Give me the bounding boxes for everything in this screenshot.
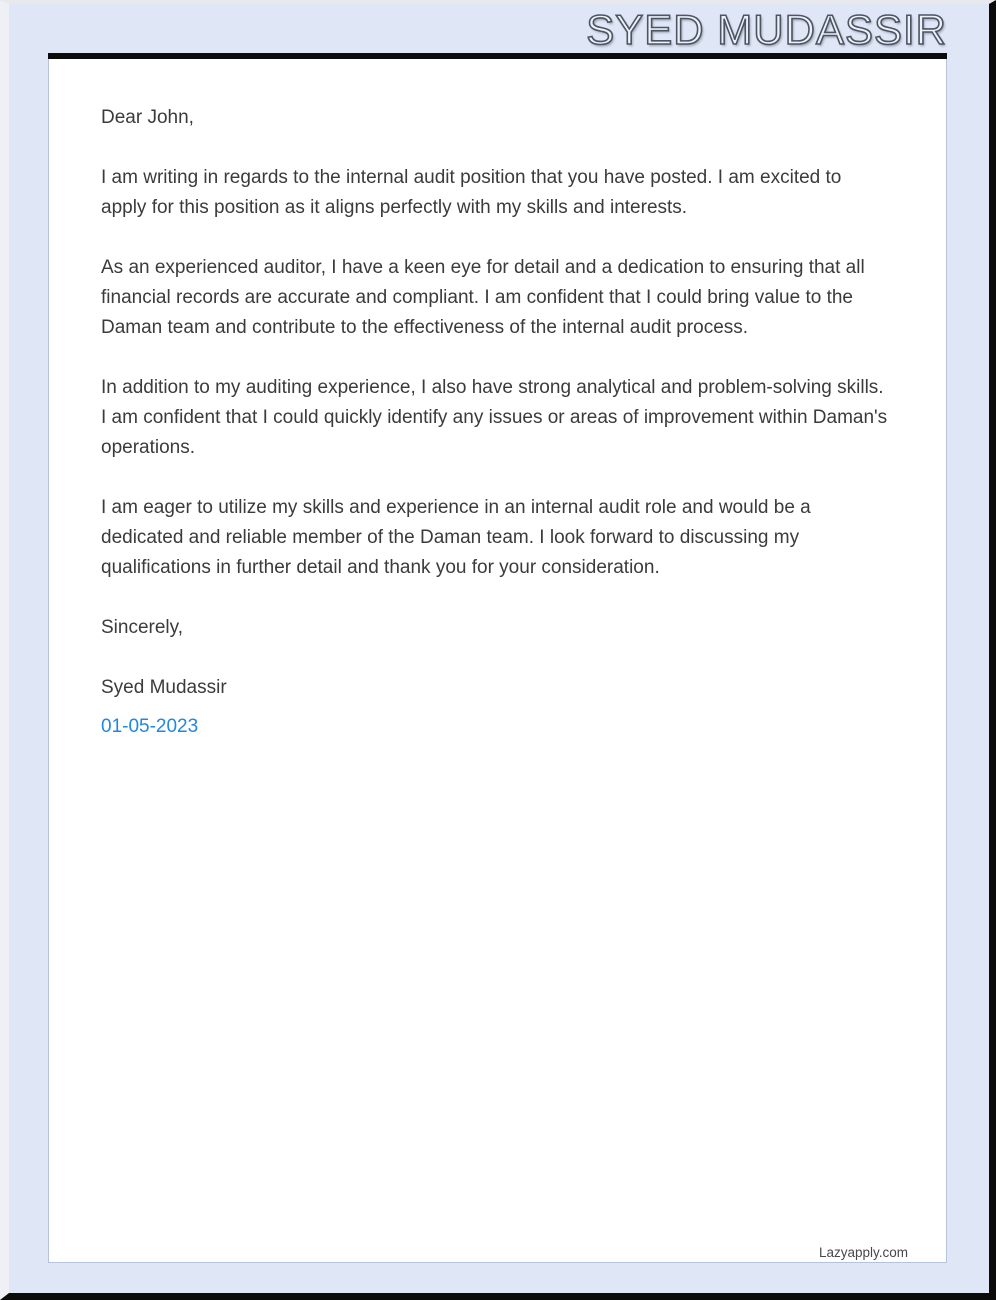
- paragraph-closing-statement: I am eager to utilize my skills and experience in an internal audit role and would be a dedicated and reliable member of the Daman team. I look forward to discussing my qualifications in further detail and thank you for your consideration.: [101, 497, 811, 578]
- footer-branding: Lazyapply.com: [818, 1245, 908, 1260]
- letter-page: [48, 53, 947, 1263]
- letter-date: 01-05-2023: [101, 716, 199, 737]
- applicant-name-header: SYED MUDASSIR: [586, 6, 947, 53]
- letter-body: [49, 59, 946, 742]
- closing-salutation: Sincerely,: [101, 617, 184, 638]
- paragraph-skills: In addition to my auditing experience, I also have strong analytical and problem-solving skills. I am confident that I could quickly identify any issues or areas of improvement within Daman's operations.: [101, 377, 888, 458]
- salutation: Dear John,: [101, 107, 194, 128]
- signature-name: Syed Mudassir: [101, 677, 227, 698]
- paragraph-experience: As an experienced auditor, I have a keen eye for detail and a dedication to ensuring that all financial records are accurate and compliant. I am confident that I could bring value to the Daman team and contribute to the effectiveness of the internal audit process.: [101, 257, 865, 338]
- paragraph-intro: I am writing in regards to the internal audit position that you have posted. I am excited to apply for this position as it aligns perfectly with my skills and interests.: [101, 167, 842, 218]
